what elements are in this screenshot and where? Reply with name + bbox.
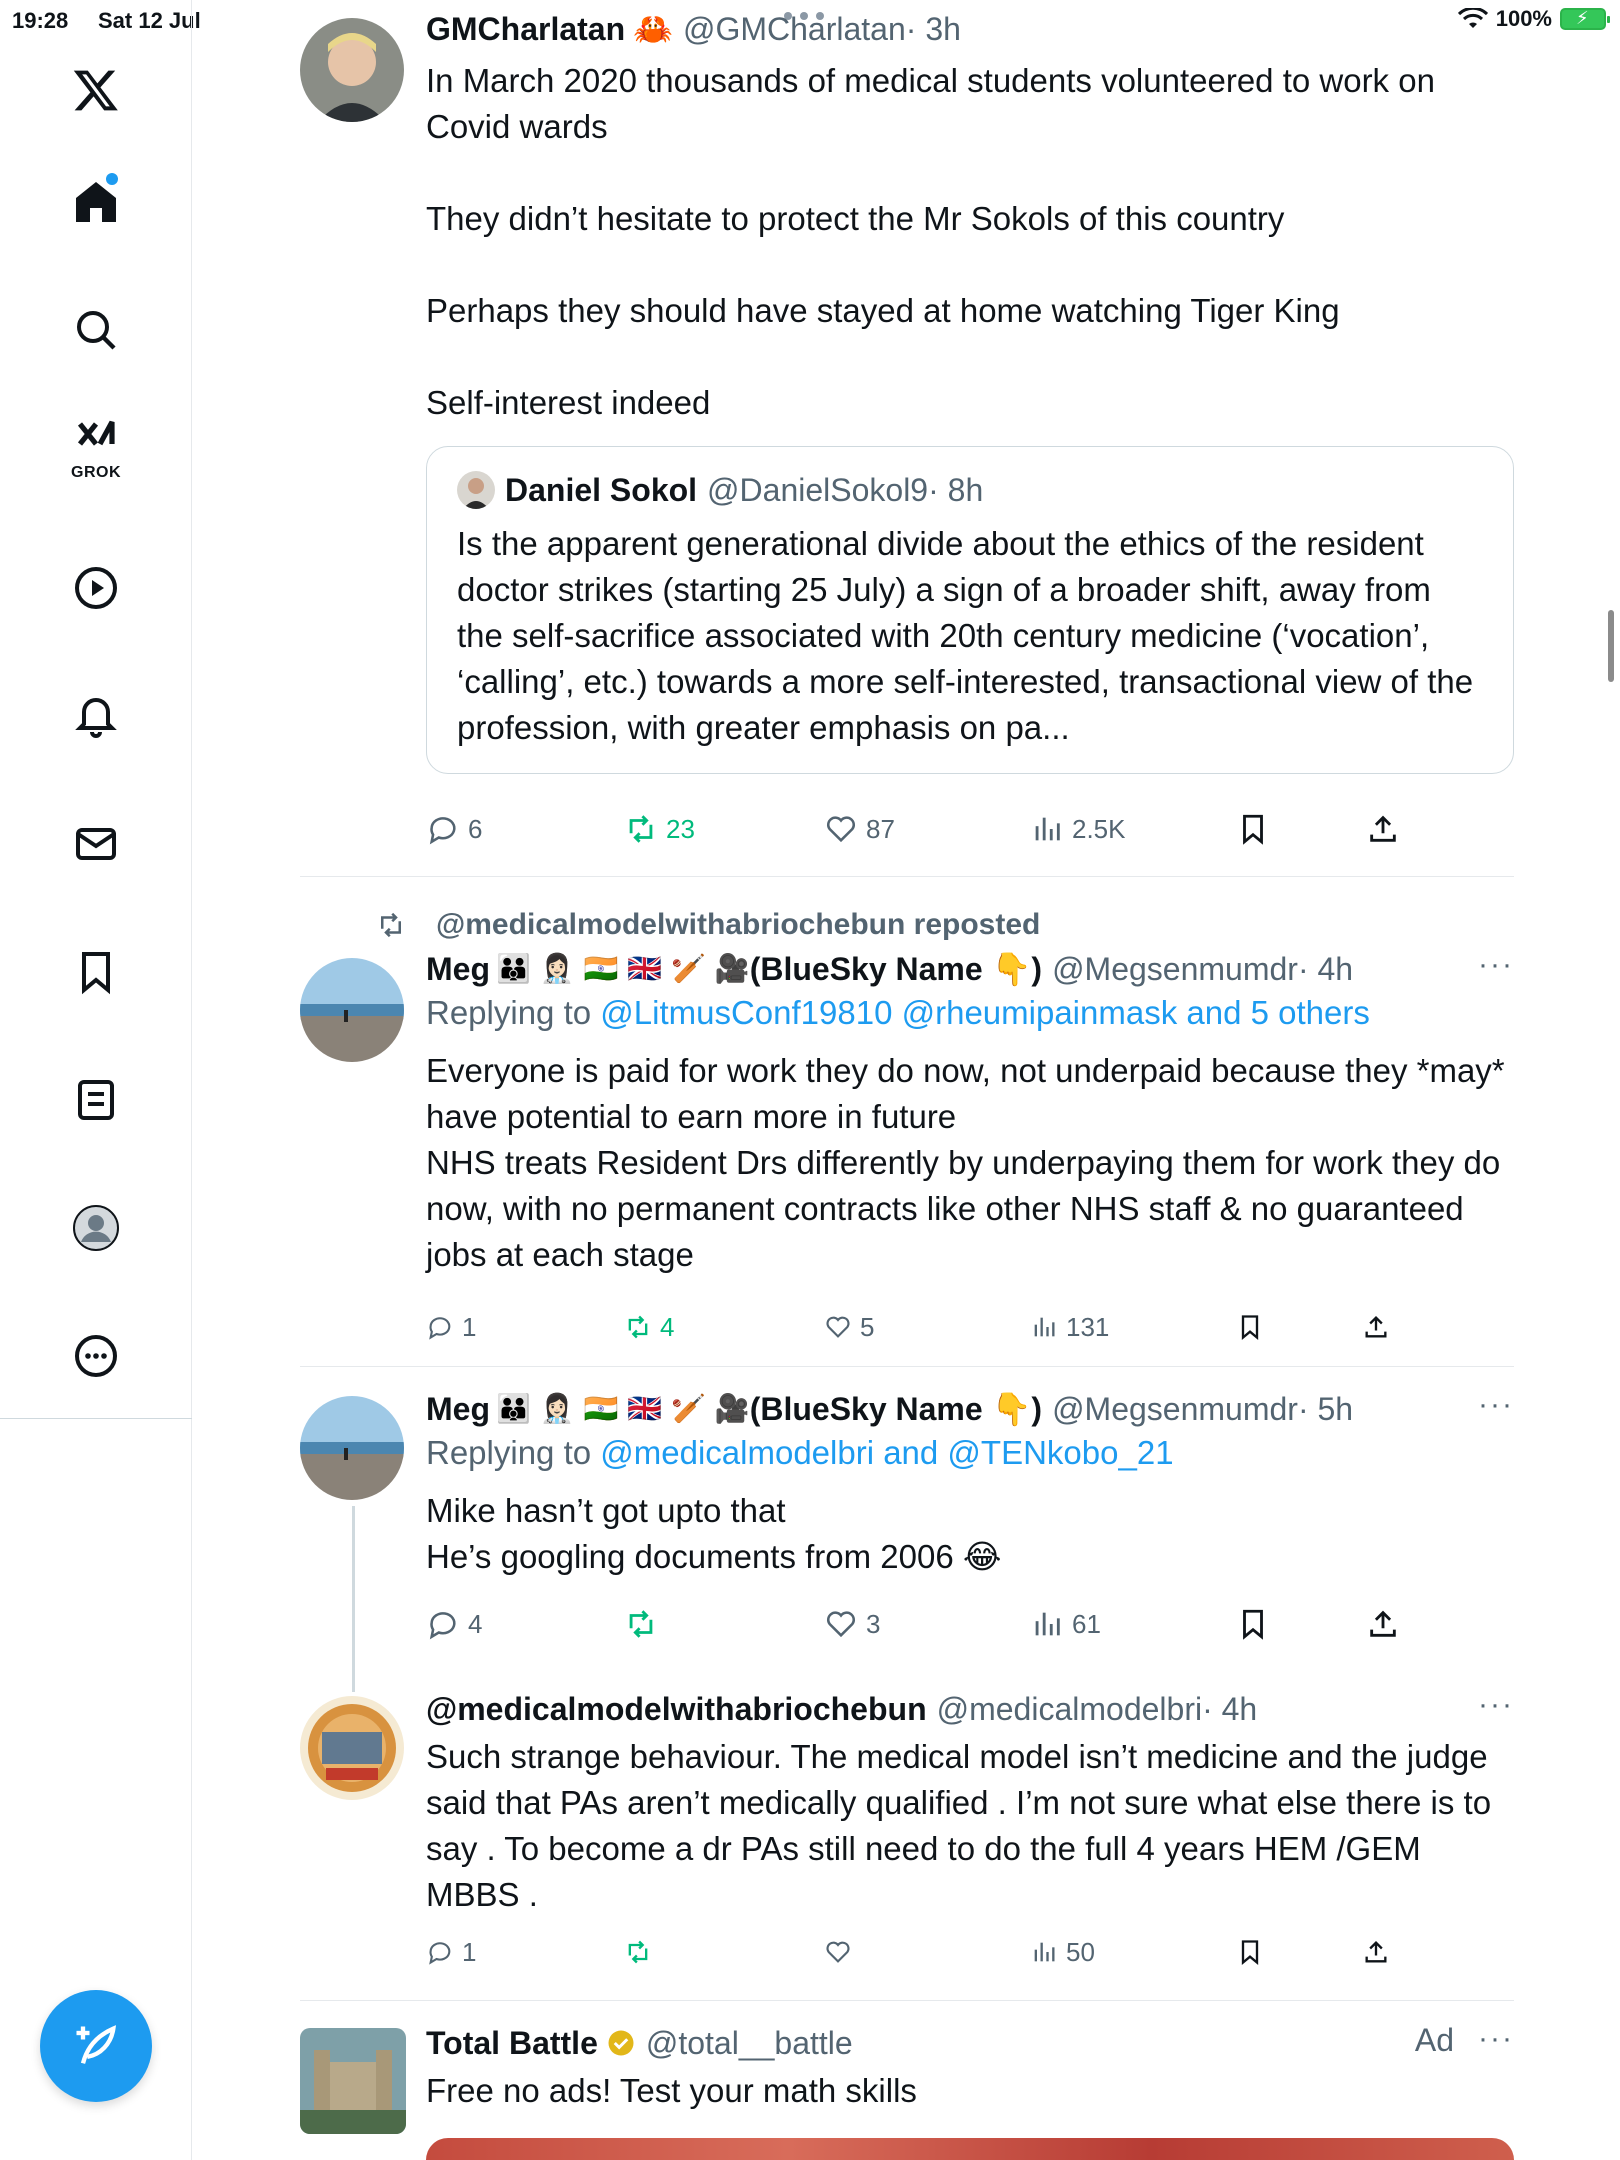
sidebar <box>0 0 192 2160</box>
tweet-text: Mike hasn’t got upto that He’s googling documents from 2006 😂 <box>426 1492 1002 1575</box>
scrollbar-thumb[interactable] <box>1608 610 1614 682</box>
like-button[interactable] <box>824 807 895 851</box>
reply-count: 6 <box>468 813 483 844</box>
avatar[interactable] <box>300 1396 404 1500</box>
reply-count: 4 <box>468 1608 483 1639</box>
display-name-suffix: (BlueSky Name 👇) <box>749 951 1043 987</box>
quoted-tweet[interactable] <box>426 446 1514 774</box>
display-name-suffix: (BlueSky Name 👇) <box>749 1391 1043 1427</box>
home-notification-dot <box>106 173 118 185</box>
quote-text: Is the apparent generational divide about the ethics of the resident doctor strikes (starting 25 July) a sign of a broader shift, away from the self-sacrifice associated with 20th century medicine (‘vocation’, ‘calling’, etc.) towards a more self-interested, transactional view of the profession, with greater emphasis on pa... <box>457 525 1483 746</box>
avatar[interactable] <box>300 2028 406 2134</box>
views-button[interactable] <box>1030 1305 1109 1349</box>
share-button[interactable] <box>1362 1930 1390 1974</box>
share-icon <box>1366 812 1400 846</box>
share-button[interactable] <box>1366 807 1400 851</box>
replying-to-prefix: Replying to <box>426 994 601 1031</box>
compose-feather-icon <box>70 2020 122 2072</box>
reply-icon <box>426 812 460 846</box>
reply-button[interactable] <box>426 1930 476 1974</box>
status-date: Sat 12 Jul <box>98 8 201 33</box>
crab-emoji: 🦀 <box>633 11 673 47</box>
share-button[interactable] <box>1366 1602 1400 1646</box>
bookmark-button[interactable] <box>1236 1602 1270 1646</box>
reply-count: 1 <box>462 1311 477 1342</box>
handle[interactable]: @Megsenmumdr <box>1052 1391 1298 1427</box>
repost-button[interactable] <box>624 1602 658 1646</box>
messages-envelope-icon[interactable] <box>56 804 136 884</box>
reply-button[interactable] <box>426 1305 476 1349</box>
quote-display-name[interactable]: Daniel Sokol <box>505 472 698 508</box>
repost-icon <box>624 1607 658 1641</box>
compose-post-button[interactable] <box>40 1990 152 2102</box>
tweet-divider <box>300 876 1514 877</box>
views-count: 61 <box>1072 1608 1101 1639</box>
heart-icon <box>824 812 858 846</box>
profile-avatar-icon[interactable] <box>56 1188 136 1268</box>
tweet-text: Free no ads! Test your math skills <box>426 2072 917 2109</box>
battery-icon: ⚡ <box>1560 8 1606 30</box>
reply-icon <box>426 1313 454 1341</box>
views-count: 131 <box>1066 1311 1110 1342</box>
repost-count: 4 <box>660 1311 675 1342</box>
views-button[interactable] <box>1030 1602 1101 1646</box>
tweet-actions <box>426 1930 1426 1974</box>
views-count: 50 <box>1066 1936 1095 1967</box>
like-count: 5 <box>860 1311 875 1342</box>
more-circle-icon[interactable] <box>56 1316 136 1396</box>
display-name[interactable]: Meg <box>426 1391 490 1427</box>
tweet-text: Everyone is paid for work they do now, not underpaid because they *may* have potential to earn more in future NHS treats Resident Drs differently by underpaying them for work they do now, with no permanent contracts like other NHS staff & no guaranteed jobs at each stage <box>426 1052 1505 1273</box>
grok-icon[interactable] <box>56 410 136 490</box>
timestamp[interactable]: · 4h <box>1297 951 1354 987</box>
like-button[interactable] <box>824 1930 852 1974</box>
tweet-text: In March 2020 thousands of medical students volunteered to work on Covid wards They didn’t hesitate to protect the Mr Sokols of this country Perhaps they should have stayed at home watching Tiger King Self-interest indeed <box>426 62 1435 421</box>
handle[interactable]: @total__battle <box>645 2025 853 2061</box>
repost-small-icon <box>376 910 406 940</box>
views-count: 2.5K <box>1072 813 1126 844</box>
timestamp[interactable]: · 5h <box>1297 1391 1354 1427</box>
replying-to <box>426 990 1514 1036</box>
name-emojis: 👪 👩🏻‍⚕️ 🇮🇳 🇬🇧 🏏 🎥 <box>496 1392 750 1425</box>
views-chart-icon <box>1030 1313 1058 1341</box>
status-time: 19:28 <box>12 8 69 33</box>
reply-count: 1 <box>462 1936 477 1967</box>
home-icon[interactable] <box>56 162 136 242</box>
reply-button[interactable] <box>426 1602 482 1646</box>
share-button[interactable] <box>1362 1305 1390 1349</box>
tweet-header <box>426 1388 1514 1430</box>
repost-icon <box>624 1313 652 1341</box>
tweet-actions <box>426 1602 1426 1646</box>
tweet-header <box>426 8 1514 50</box>
like-count: 3 <box>866 1608 881 1639</box>
battery-percent: 100% <box>1495 6 1552 31</box>
replying-to-prefix: Replying to <box>426 1434 601 1471</box>
quote-timestamp: · 8h <box>928 472 984 508</box>
bookmarks-icon[interactable] <box>56 932 136 1012</box>
repost-button[interactable] <box>624 1930 652 1974</box>
name-emojis: 👪 👩🏻‍⚕️ 🇮🇳 🇬🇧 🏏 🎥 <box>496 952 750 985</box>
repost-icon <box>624 1938 652 1966</box>
views-chart-icon <box>1030 1938 1058 1966</box>
more-options-button[interactable]: ··· <box>1478 948 1514 981</box>
grok-label: GROK <box>71 464 121 481</box>
more-options-button[interactable]: ··· <box>1478 1688 1514 1721</box>
heart-icon <box>824 1313 852 1341</box>
like-button[interactable] <box>824 1602 880 1646</box>
tweet-header <box>426 948 1514 990</box>
x-logo-icon[interactable] <box>56 50 136 130</box>
reposted-by-text: @medicalmodelwithabriochebun reposted <box>436 908 1041 941</box>
handle[interactable]: @medicalmodelbri <box>936 1691 1203 1727</box>
handle[interactable]: @GMCharlatan <box>682 11 906 47</box>
tweet-header <box>426 2022 1514 2064</box>
display-name[interactable]: GMCharlatan <box>426 11 626 47</box>
verified-gold-badge-icon <box>606 2028 636 2058</box>
thread-connector <box>352 1506 355 1692</box>
reply-button[interactable] <box>426 807 482 851</box>
repost-button[interactable] <box>624 807 695 851</box>
timestamp[interactable]: · 4h <box>1202 1691 1258 1727</box>
ad-media-image[interactable] <box>426 2138 1514 2160</box>
like-button[interactable] <box>824 1305 874 1349</box>
views-chart-icon <box>1030 1607 1064 1641</box>
like-count: 87 <box>866 813 895 844</box>
ad-label: Ad <box>1414 2022 1454 2058</box>
reply-icon <box>426 1607 460 1641</box>
quote-handle[interactable]: @DanielSokol9 <box>707 472 929 508</box>
display-name[interactable]: @medicalmodelwithabriochebun <box>426 1691 927 1727</box>
search-icon[interactable] <box>56 290 136 370</box>
tweet-actions <box>426 807 1426 851</box>
tweet-divider <box>300 1366 1514 1367</box>
tweet-text: Such strange behaviour. The medical model isn’t medicine and the judge said that PAs aren’t medically qualified . I’m not sure what else there is to say . To become a dr PAs still need to do the full 4 years HEM /GEM MBBS . <box>426 1738 1501 1913</box>
notifications-bell-icon[interactable] <box>56 676 136 756</box>
repost-count: 23 <box>666 813 695 844</box>
share-icon <box>1366 1607 1400 1641</box>
views-chart-icon <box>1030 812 1064 846</box>
heart-icon <box>824 1938 852 1966</box>
heart-icon <box>824 1607 858 1641</box>
bookmark-icon <box>1236 1313 1264 1341</box>
bookmark-icon <box>1236 1938 1264 1966</box>
bookmark-icon <box>1236 812 1270 846</box>
replying-to-links[interactable]: @medicalmodelbri and @TENkobo_21 <box>600 1434 1174 1471</box>
reply-icon <box>426 1938 454 1966</box>
reposted-by[interactable] <box>376 908 1040 942</box>
repost-icon <box>624 812 658 846</box>
quote-header <box>457 469 1483 511</box>
tweet-actions <box>426 1305 1426 1349</box>
replying-to-links[interactable]: @LitmusConf19810 @rheumipainmask and 5 others <box>600 994 1370 1031</box>
handle[interactable]: @Megsenmumdr <box>1052 951 1298 987</box>
bookmark-button[interactable] <box>1236 1930 1264 1974</box>
video-icon[interactable] <box>56 548 136 628</box>
sidebar-divider <box>0 1418 192 1419</box>
repost-button[interactable] <box>624 1305 674 1349</box>
display-name[interactable]: Meg <box>426 951 490 987</box>
views-button[interactable] <box>1030 807 1126 851</box>
lists-icon[interactable] <box>56 1060 136 1140</box>
more-options-button[interactable]: ··· <box>1478 2022 1514 2055</box>
share-icon <box>1362 1938 1390 1966</box>
tweet-header <box>426 1688 1514 1730</box>
bookmark-icon <box>1236 1607 1270 1641</box>
bookmark-button[interactable] <box>1236 1305 1264 1349</box>
quote-avatar <box>457 471 495 509</box>
more-options-button[interactable]: ··· <box>1478 1388 1514 1421</box>
avatar[interactable] <box>300 958 404 1062</box>
display-name[interactable]: Total Battle <box>426 2025 598 2061</box>
views-button[interactable] <box>1030 1930 1095 1974</box>
replying-to <box>426 1430 1514 1476</box>
bookmark-button[interactable] <box>1236 807 1270 851</box>
avatar[interactable] <box>300 1696 404 1800</box>
tweet-divider <box>300 2000 1514 2001</box>
avatar[interactable] <box>300 18 404 122</box>
share-icon <box>1362 1313 1390 1341</box>
timestamp[interactable]: · 3h <box>905 11 961 47</box>
